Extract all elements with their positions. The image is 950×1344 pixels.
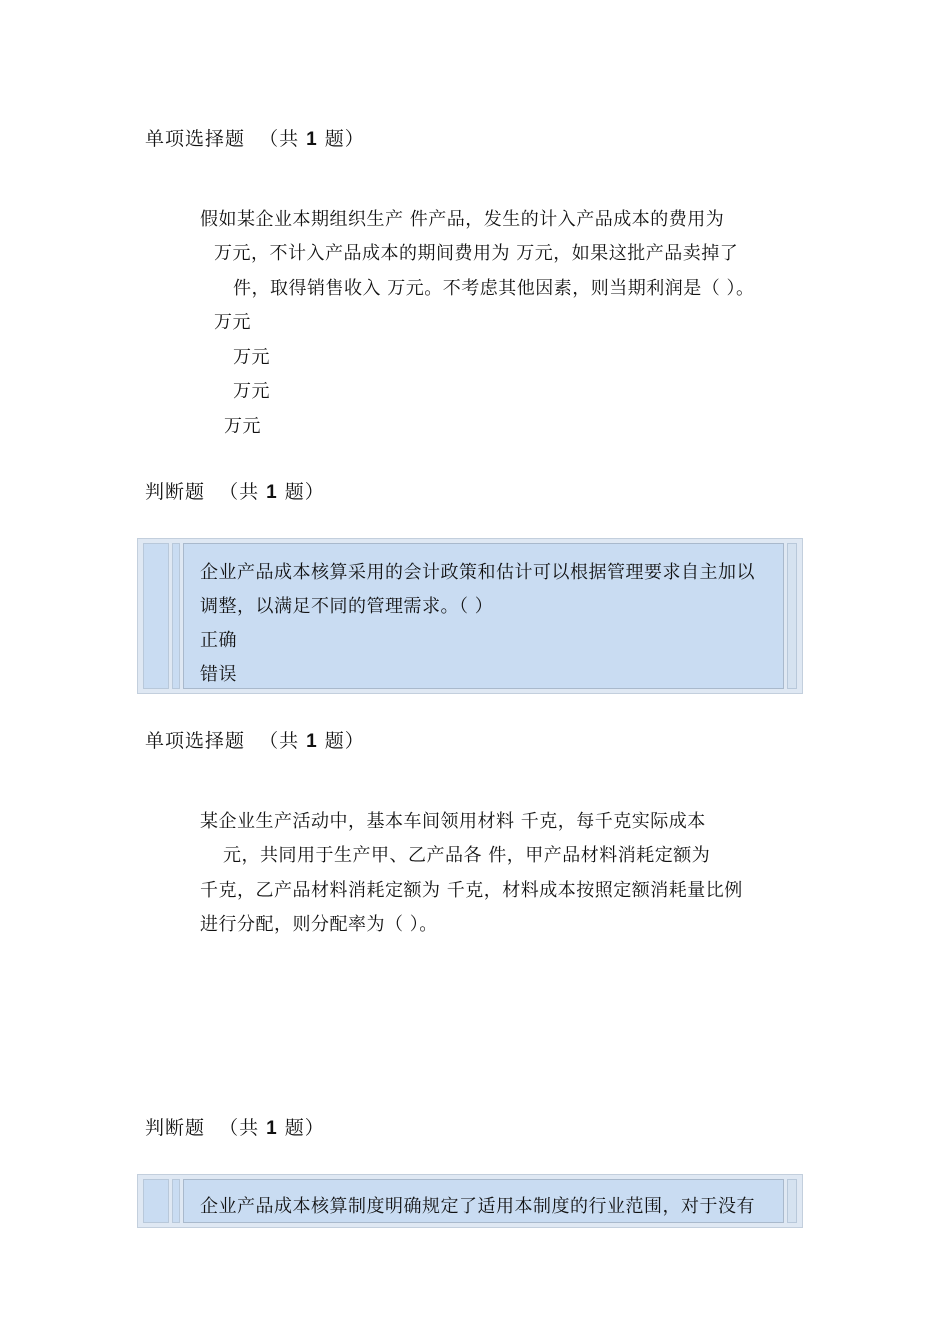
- question-line: 企业产品成本核算采用的会计政策和估计可以根据管理要求自主加以: [200, 562, 755, 583]
- section-heading: 单项选择题 （共 1 题）: [145, 730, 365, 752]
- panel-edge: [787, 543, 797, 689]
- section-heading: 判断题 （共 1 题）: [145, 1117, 325, 1139]
- question-line: 调整，以满足不同的管理需求。（ ）: [200, 596, 494, 617]
- question-line: 元，共同用于生产甲、乙产品各 件，甲产品材料消耗定额为: [223, 845, 711, 866]
- question-line: 假如某企业本期组织生产 件产品，发生的计入产品成本的费用为: [200, 209, 725, 230]
- question-line: 进行分配，则分配率为（ ）。: [200, 914, 438, 935]
- section-title: 判断题: [145, 1117, 206, 1139]
- answer-option[interactable]: 错误: [200, 664, 237, 685]
- answer-option[interactable]: 正确: [200, 630, 237, 651]
- answer-option[interactable]: 万元: [224, 416, 261, 437]
- answer-option[interactable]: 万元: [214, 312, 251, 333]
- panel-side-strip: [143, 543, 169, 689]
- question-line: 万元，不计入产品成本的期间费用为 万元，如果这批产品卖掉了: [214, 243, 739, 264]
- answer-option[interactable]: 万元: [233, 347, 270, 368]
- panel-rail: [172, 1179, 180, 1223]
- answer-option[interactable]: 万元: [233, 381, 270, 402]
- section-title: 判断题: [145, 481, 206, 503]
- panel-rail: [172, 543, 180, 689]
- question-line: 企业产品成本核算制度明确规定了适用本制度的行业范围，对于没有: [200, 1196, 755, 1217]
- section-heading: 判断题 （共 1 题）: [145, 481, 325, 503]
- question-line: 件，取得销售收入 万元。不考虑其他因素，则当期利润是（ ）。: [233, 278, 755, 299]
- section-title: 单项选择题: [145, 128, 246, 150]
- section-title: 单项选择题: [145, 730, 246, 752]
- question-line: 某企业生产活动中，基本车间领用材料 千克，每千克实际成本: [200, 811, 706, 832]
- question-line: 千克，乙产品材料消耗定额为 千克，材料成本按照定额消耗量比例: [200, 880, 743, 901]
- panel-side-strip: [143, 1179, 169, 1223]
- panel-edge: [787, 1179, 797, 1223]
- section-heading: 单项选择题 （共 1 题）: [145, 128, 365, 150]
